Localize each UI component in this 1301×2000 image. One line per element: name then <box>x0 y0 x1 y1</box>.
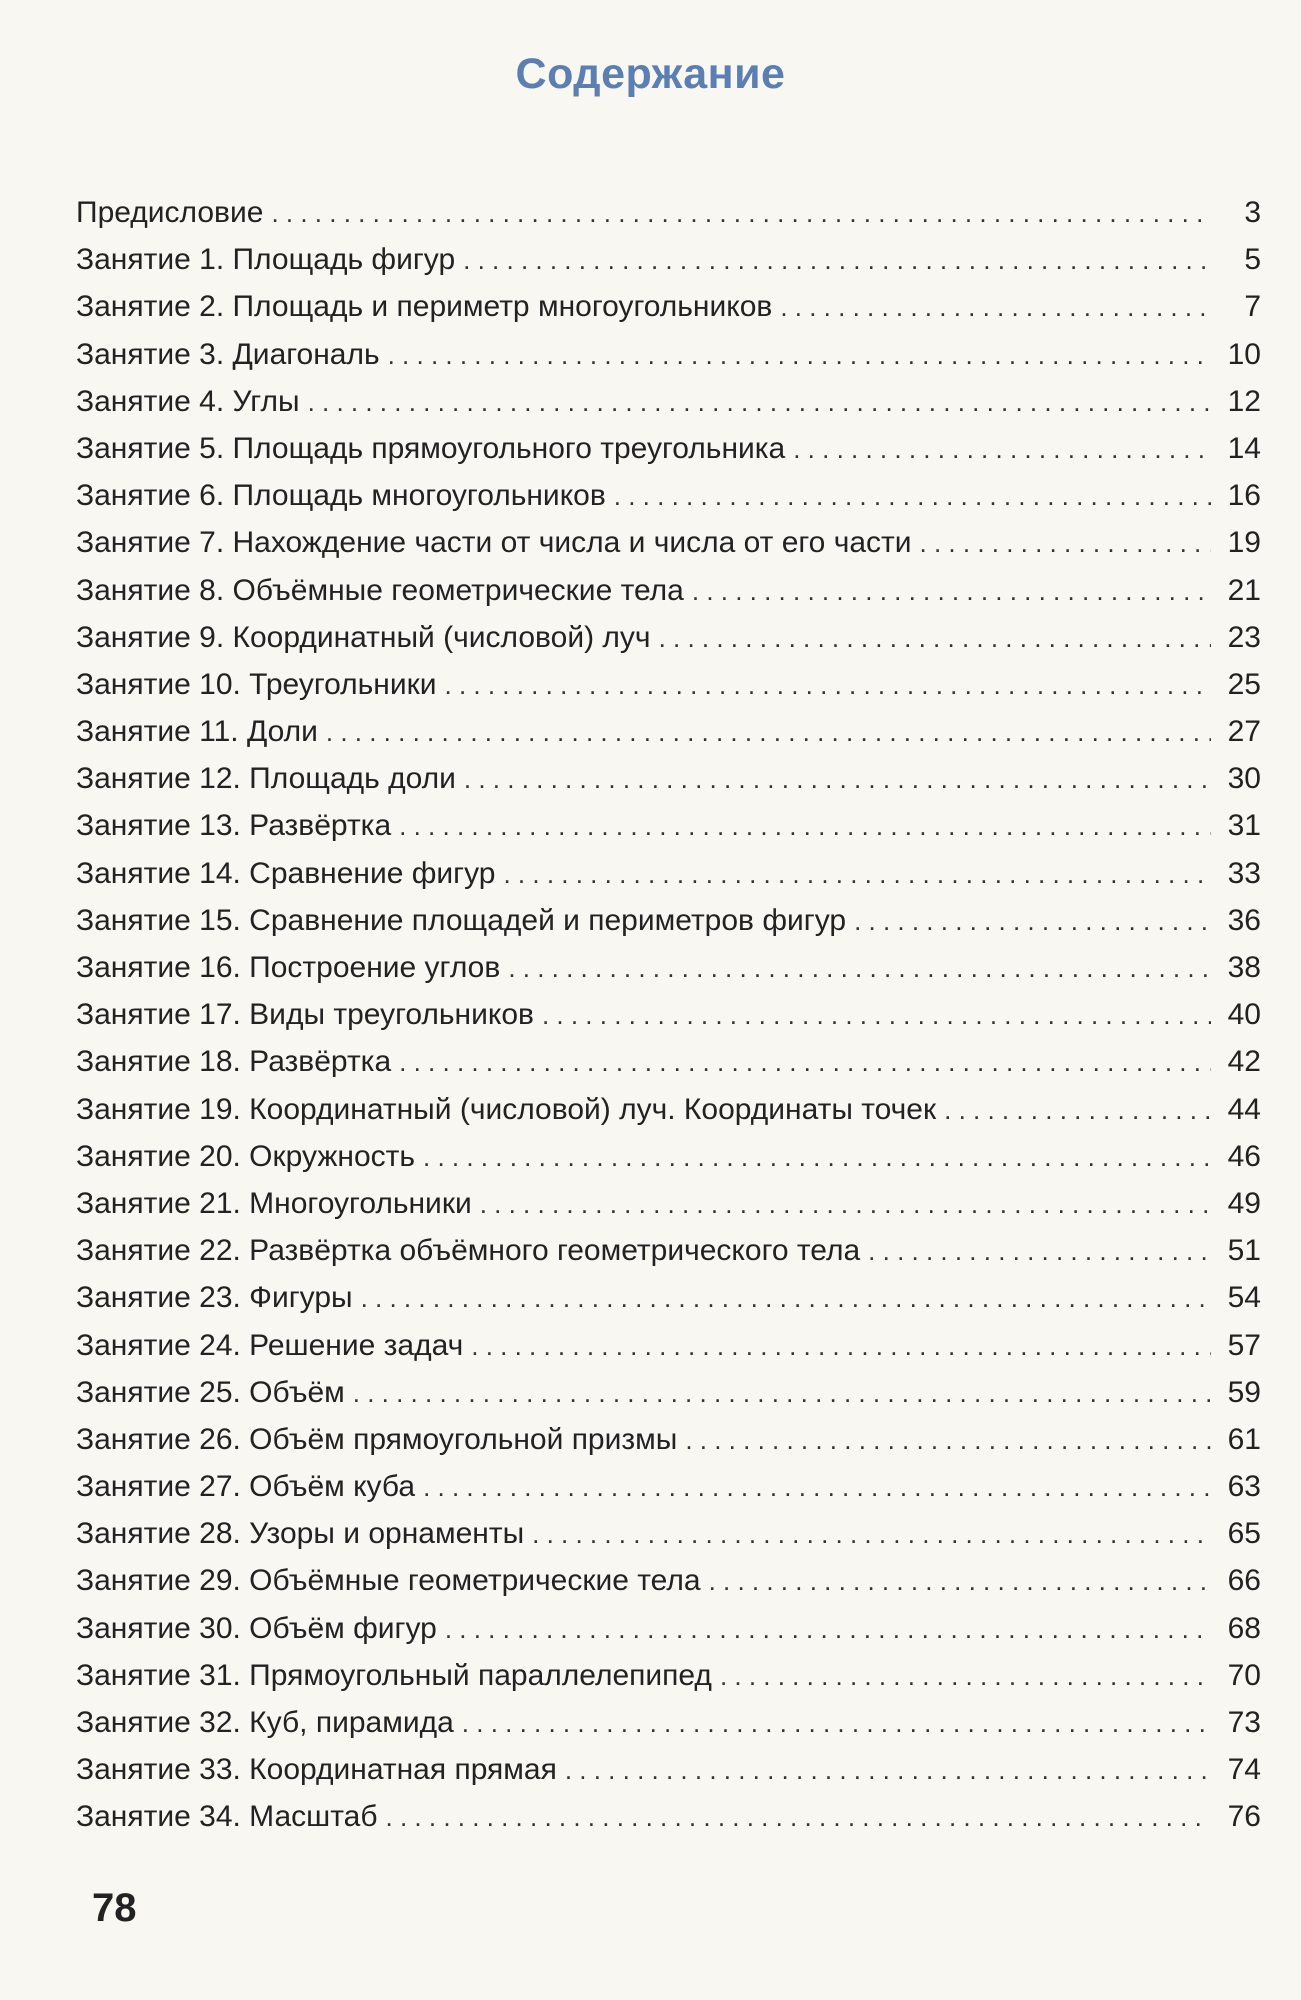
toc-entry-title: Занятие 30. Объём фигур <box>76 1611 437 1645</box>
dot-leader <box>793 434 1211 465</box>
toc-entry-page-number: 31 <box>1227 809 1261 843</box>
toc-entry <box>76 668 1261 715</box>
toc-entry-page-number: 51 <box>1227 1234 1261 1268</box>
toc-entry <box>76 1423 1261 1470</box>
toc-entry-title: Занятие 23. Фигуры <box>76 1281 353 1315</box>
toc-entry <box>76 621 1261 668</box>
toc-entry-title: Занятие 14. Сравнение фигур <box>76 856 496 890</box>
toc-entry <box>76 1329 1261 1376</box>
toc-entry <box>76 196 1261 243</box>
toc-entry-title: Занятие 15. Сравнение площадей и периметров фигур <box>76 903 847 937</box>
toc-entry-title: Занятие 4. Углы <box>76 384 300 418</box>
dot-leader <box>532 1519 1211 1550</box>
toc-entry <box>76 1800 1261 1847</box>
dot-leader <box>464 764 1211 795</box>
toc-entry <box>76 479 1261 526</box>
toc-entry-page-number: 42 <box>1227 1045 1261 1079</box>
toc-entry-page-number: 49 <box>1227 1186 1261 1220</box>
toc-entry-title: Занятие 13. Развёртка <box>76 809 392 843</box>
toc-entry-page-number: 61 <box>1227 1422 1261 1456</box>
toc-entry-page-number: 21 <box>1227 573 1261 607</box>
page-title: Содержание <box>515 50 786 98</box>
toc-entry-title: Занятие 6. Площадь многоугольников <box>76 479 606 513</box>
table-of-contents <box>76 196 1261 1848</box>
dot-leader <box>685 1425 1211 1456</box>
dot-leader <box>423 1472 1211 1503</box>
toc-entry-page-number: 30 <box>1227 762 1261 796</box>
toc-entry-page-number: 63 <box>1227 1470 1261 1504</box>
dot-leader <box>692 576 1211 607</box>
toc-entry-title: Занятие 28. Узоры и орнаменты <box>76 1517 525 1551</box>
toc-entry-page-number: 73 <box>1227 1706 1261 1739</box>
toc-entry-title: Занятие 19. Координатный (числовой) луч. Координаты точек <box>76 1092 937 1126</box>
toc-entry <box>76 1376 1261 1423</box>
toc-entry <box>76 1564 1261 1611</box>
toc-entry <box>76 526 1261 573</box>
toc-entry-page-number: 3 <box>1244 196 1261 229</box>
toc-entry-page-number: 70 <box>1227 1658 1261 1692</box>
toc-entry-title: Занятие 25. Объём <box>76 1375 345 1409</box>
toc-entry-page-number: 66 <box>1227 1564 1261 1598</box>
toc-entry-title: Занятие 26. Объём прямоугольной призмы <box>76 1422 678 1456</box>
dot-leader <box>659 623 1211 654</box>
toc-entry-page-number: 65 <box>1227 1517 1261 1551</box>
toc-entry-page-number: 59 <box>1227 1375 1261 1409</box>
toc-entry-page-number: 44 <box>1227 1092 1261 1126</box>
toc-entry-title: Занятие 24. Решение задач <box>76 1328 464 1362</box>
toc-entry-page-number: 5 <box>1244 243 1261 277</box>
toc-entry-page-number: 14 <box>1227 431 1261 465</box>
toc-entry-page-number: 12 <box>1227 384 1261 418</box>
toc-entry <box>76 998 1261 1045</box>
toc-entry-page-number: 23 <box>1227 620 1261 654</box>
toc-entry-page-number: 46 <box>1227 1139 1261 1173</box>
dot-leader <box>271 198 1211 229</box>
dot-leader <box>480 1189 1211 1220</box>
toc-entry-title: Занятие 18. Развёртка <box>76 1045 392 1079</box>
toc-entry <box>76 762 1261 809</box>
toc-entry-page-number: 36 <box>1227 903 1261 937</box>
toc-entry-page-number: 7 <box>1244 290 1261 324</box>
dot-leader <box>361 1283 1211 1314</box>
toc-entry-page-number: 33 <box>1227 856 1261 890</box>
toc-entry-title: Занятие 32. Куб, пирамида <box>76 1706 454 1739</box>
dot-leader <box>920 528 1211 559</box>
toc-entry-title: Занятие 2. Площадь и периметр многоугольников <box>76 290 773 324</box>
toc-entry-page-number: 16 <box>1227 479 1261 513</box>
toc-entry <box>76 1659 1261 1706</box>
toc-entry-title: Занятие 34. Масштаб <box>76 1800 378 1834</box>
dot-leader <box>471 1331 1211 1362</box>
toc-entry-page-number: 25 <box>1227 667 1261 701</box>
toc-entry-page-number: 40 <box>1227 998 1261 1032</box>
dot-leader <box>463 245 1211 276</box>
toc-entry-page-number: 38 <box>1227 951 1261 984</box>
toc-entry <box>76 904 1261 951</box>
toc-entry-title: Занятие 1. Площадь фигур <box>76 243 456 277</box>
toc-entry-page-number: 68 <box>1227 1611 1261 1645</box>
dot-leader <box>445 1614 1211 1645</box>
toc-entry-page-number: 76 <box>1227 1800 1261 1834</box>
toc-entry <box>76 951 1261 998</box>
dot-leader <box>462 1708 1211 1739</box>
dot-leader <box>399 811 1211 842</box>
dot-leader <box>503 859 1211 890</box>
dot-leader <box>308 387 1211 418</box>
dot-leader <box>565 1755 1211 1786</box>
toc-entry <box>76 809 1261 856</box>
dot-leader <box>709 1566 1211 1597</box>
toc-entry <box>76 432 1261 479</box>
toc-entry-page-number: 27 <box>1227 715 1261 749</box>
toc-entry <box>76 715 1261 762</box>
toc-entry <box>76 243 1261 290</box>
toc-entry-title: Занятие 20. Окружность <box>76 1139 416 1173</box>
toc-entry <box>76 1234 1261 1281</box>
dot-leader <box>445 670 1212 701</box>
toc-entry <box>76 1187 1261 1234</box>
toc-entry-title: Занятие 33. Координатная прямая <box>76 1753 557 1787</box>
toc-entry <box>76 290 1261 337</box>
toc-entry-title: Занятие 5. Площадь прямоугольного треугольника <box>76 431 786 465</box>
page-number: 78 <box>92 1886 137 1930</box>
dot-leader <box>508 953 1211 984</box>
toc-entry <box>76 1706 1261 1753</box>
toc-entry-title: Занятие 31. Прямоугольный параллелепипед <box>76 1658 712 1692</box>
toc-entry-title: Занятие 8. Объёмные геометрические тела <box>76 573 684 607</box>
toc-entry-title: Занятие 11. Доли <box>76 715 318 749</box>
toc-entry-title: Занятие 7. Нахождение части от числа и числа от его части <box>76 526 912 560</box>
toc-entry <box>76 1140 1261 1187</box>
toc-entry-title: Занятие 22. Развёртка объёмного геометрического тела <box>76 1234 861 1268</box>
toc-entry <box>76 1093 1261 1140</box>
toc-entry <box>76 385 1261 432</box>
toc-entry-title: Занятие 12. Площадь доли <box>76 762 456 796</box>
toc-entry <box>76 1517 1261 1564</box>
toc-entry-title: Занятие 9. Координатный (числовой) луч <box>76 620 651 654</box>
toc-entry-title: Занятие 16. Построение углов <box>76 951 501 984</box>
dot-leader <box>353 1378 1211 1409</box>
dot-leader <box>720 1661 1211 1692</box>
toc-entry <box>76 574 1261 621</box>
toc-entry-title: Занятие 27. Объём куба <box>76 1470 416 1504</box>
toc-entry-title: Занятие 29. Объёмные геометрические тела <box>76 1564 701 1598</box>
toc-entry-title: Занятие 10. Треугольники <box>76 667 437 701</box>
toc-entry <box>76 338 1261 385</box>
toc-entry <box>76 1612 1261 1659</box>
toc-entry-page-number: 10 <box>1227 337 1261 371</box>
toc-entry <box>76 1045 1261 1092</box>
dot-leader <box>944 1095 1211 1126</box>
dot-leader <box>326 717 1211 748</box>
dot-leader <box>868 1236 1211 1267</box>
toc-entry-page-number: 19 <box>1227 526 1261 560</box>
dot-leader <box>388 340 1211 371</box>
dot-leader <box>423 1142 1211 1173</box>
dot-leader <box>780 292 1211 323</box>
toc-entry <box>76 1753 1261 1800</box>
toc-entry <box>76 857 1261 904</box>
toc-entry-title: Занятие 17. Виды треугольников <box>76 998 534 1032</box>
toc-entry <box>76 1281 1261 1328</box>
dot-leader <box>854 906 1211 937</box>
toc-entry-title: Занятие 3. Диагональ <box>76 337 380 371</box>
toc-entry-title: Занятие 21. Многоугольники <box>76 1186 472 1220</box>
toc-entry-page-number: 74 <box>1227 1753 1261 1787</box>
dot-leader <box>542 1000 1211 1031</box>
toc-entry <box>76 1470 1261 1517</box>
dot-leader <box>614 481 1211 512</box>
dot-leader <box>386 1802 1211 1833</box>
dot-leader <box>399 1047 1211 1078</box>
toc-entry-page-number: 57 <box>1227 1328 1261 1362</box>
toc-entry-page-number: 54 <box>1227 1281 1261 1315</box>
toc-entry-title: Предисловие <box>76 196 264 229</box>
